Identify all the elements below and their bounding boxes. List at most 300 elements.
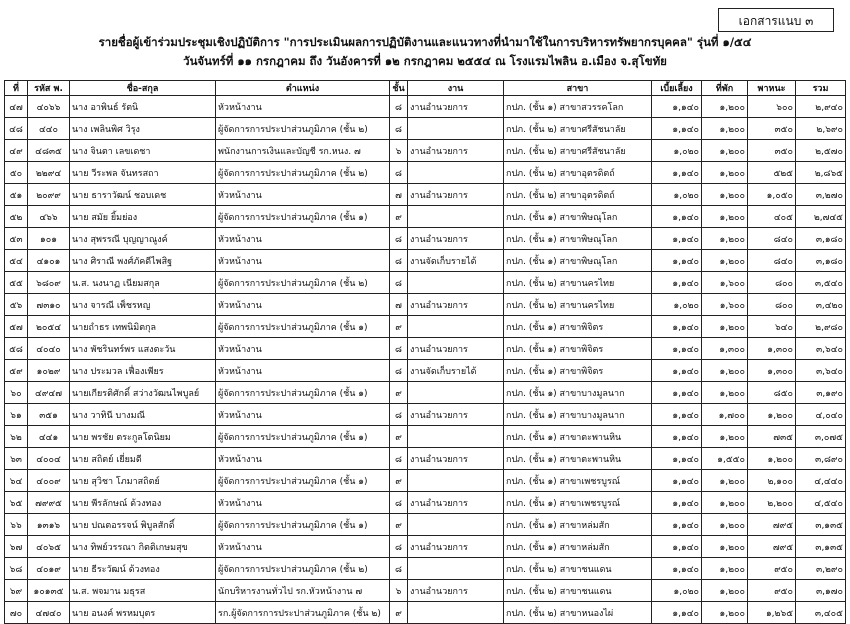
cell-total: ๓,๐๗๕	[796, 426, 846, 448]
cell-transport: ๖๔๐	[748, 316, 796, 338]
cell-name: น.ส. พจมาน มธุรส	[70, 580, 216, 602]
cell-position: หัวหน้างาน	[216, 338, 390, 360]
table-row	[5, 140, 846, 162]
cell-position: หัวหน้างาน	[216, 448, 390, 470]
cell-transport: ๗๓๕	[748, 426, 796, 448]
cell-lodging: ๑,๕๕๐	[702, 448, 748, 470]
cell-allowance: ๑,๐๒๐	[652, 140, 702, 162]
cell-no: ๕๗	[5, 316, 28, 338]
cell-transport: ๘๔๐	[748, 228, 796, 250]
cell-lodging: ๑,๓๐๐	[702, 338, 748, 360]
cell-position: รก.ผู้จัดการการประปาส่วนภูมิภาค (ชั้น ๒)	[216, 602, 390, 624]
cell-level: ๘	[390, 96, 408, 118]
col-header-lodging: ที่พัก	[702, 81, 748, 96]
cell-branch: กปภ. (ชั้น ๒) สาขานครไทย	[504, 272, 652, 294]
cell-branch: กปภ. (ชั้น ๒) สาขาชนแดน	[504, 558, 652, 580]
cell-branch: กปภ. (ชั้น ๑) สาขาพิจิตร	[504, 338, 652, 360]
cell-no: ๖๒	[5, 426, 28, 448]
cell-no: ๖๓	[5, 448, 28, 470]
cell-lodging: ๑,๒๐๐	[702, 558, 748, 580]
cell-transport: ๑,๐๕๐	[748, 184, 796, 206]
cell-branch: กปภ. (ชั้น ๒) สาขานครไทย	[504, 294, 652, 316]
cell-lodging: ๑,๒๐๐	[702, 492, 748, 514]
cell-name: นาง พัชรินทร์พร แสงตะวัน	[70, 338, 216, 360]
cell-branch: กปภ. (ชั้น ๑) สาขาพิษณุโลก	[504, 228, 652, 250]
table-row	[5, 580, 846, 602]
table-row	[5, 492, 846, 514]
cell-transport: ๗๙๕	[748, 514, 796, 536]
cell-allowance: ๑,๑๔๐	[652, 448, 702, 470]
table-row	[5, 514, 846, 536]
cell-level: ๘	[390, 272, 408, 294]
cell-name: นาย วีระพล จันทรสถา	[70, 162, 216, 184]
cell-allowance: ๑,๑๔๐	[652, 536, 702, 558]
cell-position: ผู้จัดการการประปาส่วนภูมิภาค (ชั้น ๒)	[216, 162, 390, 184]
cell-code: ๔๗๔๐	[28, 602, 70, 624]
cell-level: ๘	[390, 338, 408, 360]
cell-transport: ๙๕๐	[748, 558, 796, 580]
cell-level: ๘	[390, 118, 408, 140]
cell-position: พนักงานการเงินและบัญชี รก.หนง. ๗	[216, 140, 390, 162]
cell-name: นาย สุวิชา โภมาสถิตย์	[70, 470, 216, 492]
table-row	[5, 162, 846, 184]
table-row	[5, 206, 846, 228]
cell-section: งานอำนวยการ	[408, 338, 504, 360]
cell-position: หัวหน้างาน	[216, 294, 390, 316]
cell-lodging: ๑,๒๐๐	[702, 228, 748, 250]
col-header-allowance: เบี้ยเลี้ยง	[652, 81, 702, 96]
cell-section	[408, 272, 504, 294]
cell-total: ๓,๒๙๐	[796, 558, 846, 580]
cell-code: ๗๓๑๐	[28, 294, 70, 316]
cell-level: ๙	[390, 316, 408, 338]
cell-branch: กปภ. (ชั้น ๒) สาขาอุตรดิตถ์	[504, 184, 652, 206]
cell-position: ผู้จัดการการประปาส่วนภูมิภาค (ชั้น ๒)	[216, 118, 390, 140]
cell-position: ผู้จัดการการประปาส่วนภูมิภาค (ชั้น ๑)	[216, 470, 390, 492]
cell-position: หัวหน้างาน	[216, 492, 390, 514]
cell-level: ๙	[390, 514, 408, 536]
cell-no: ๕๙	[5, 360, 28, 382]
cell-allowance: ๑,๑๔๐	[652, 228, 702, 250]
cell-no: ๕๖	[5, 294, 28, 316]
cell-no: ๗๐	[5, 602, 28, 624]
cell-position: ผู้จัดการการประปาส่วนภูมิภาค (ชั้น ๑)	[216, 426, 390, 448]
cell-code: ๒๐๙๙	[28, 184, 70, 206]
cell-position: นักบริหารงานทั่วไป รก.หัวหน้างาน ๗	[216, 580, 390, 602]
cell-level: ๘	[390, 228, 408, 250]
cell-code: ๑๐๑๓๕	[28, 580, 70, 602]
cell-lodging: ๑,๒๐๐	[702, 382, 748, 404]
cell-section	[408, 206, 504, 228]
cell-allowance: ๑,๑๔๐	[652, 96, 702, 118]
cell-total: ๓,๑๙๐	[796, 382, 846, 404]
document-subtitle: วันจันทร์ที่ ๑๑ กรกฎาคม ถึง วันอังคารที่ ๑๒ กรกฎาคม ๒๕๕๔ ณ โรงแรมไพลิน อ.เมือง จ.สุโขทัย	[183, 54, 667, 68]
cell-code: ๑๐๑	[28, 228, 70, 250]
cell-code: ๑๐๒๙	[28, 360, 70, 382]
cell-section: งานจัดเก็บรายได้	[408, 250, 504, 272]
cell-code: ๔๑๐๑	[28, 250, 70, 272]
cell-section	[408, 316, 504, 338]
cell-section	[408, 162, 504, 184]
cell-total: ๓,๕๔๐	[796, 272, 846, 294]
cell-allowance: ๑,๐๒๐	[652, 580, 702, 602]
cell-section: งานอำนวยการ	[408, 96, 504, 118]
cell-code: ๔๐๔๐	[28, 338, 70, 360]
cell-no: ๖๑	[5, 404, 28, 426]
cell-no: ๕๒	[5, 206, 28, 228]
cell-branch: กปภ. (ชั้น ๒) สาขาศรีสัชนาลัย	[504, 118, 652, 140]
cell-level: ๗	[390, 294, 408, 316]
cell-position: ผู้จัดการการประปาส่วนภูมิภาค (ชั้น ๑)	[216, 514, 390, 536]
cell-no: ๔๗	[5, 96, 28, 118]
cell-total: ๓,๑๘๐	[796, 250, 846, 272]
table-header-row	[5, 81, 846, 96]
cell-level: ๘	[390, 492, 408, 514]
col-header-level: ชั้น	[390, 81, 408, 96]
cell-lodging: ๑,๖๐๐	[702, 272, 748, 294]
cell-code: ๔๐๐๔	[28, 448, 70, 470]
document-title: รายชื่อผู้เข้าร่วมประชุมเชิงปฏิบัติการ "การประเมินผลการปฏิบัติงานและแนวทางที่นำมาใช้ในการบริหารทรัพยากรบุคคล" รุ่นที่ ๑/๕๔	[98, 35, 752, 49]
cell-transport: ๗๙๕	[748, 536, 796, 558]
cell-section: งานอำนวยการ	[408, 294, 504, 316]
col-header-position: ตำแหน่ง	[216, 81, 390, 96]
cell-total: ๓,๖๔๐	[796, 338, 846, 360]
cell-lodging: ๑,๒๐๐	[702, 514, 748, 536]
cell-no: ๖๗	[5, 536, 28, 558]
cell-position: หัวหน้างาน	[216, 96, 390, 118]
cell-lodging: ๑,๒๐๐	[702, 536, 748, 558]
cell-code: ๔๘๓๕	[28, 140, 70, 162]
cell-allowance: ๑,๑๔๐	[652, 470, 702, 492]
cell-name: นาย ธีระวัฒน์ ด้วงทอง	[70, 558, 216, 580]
cell-transport: ๓๕๐	[748, 140, 796, 162]
cell-lodging: ๑,๒๐๐	[702, 206, 748, 228]
cell-code: ๔๖๖	[28, 206, 70, 228]
cell-name: นาง สุพรรณี บุญญาณูงค์	[70, 228, 216, 250]
table-row	[5, 338, 846, 360]
cell-level: ๙	[390, 602, 408, 624]
cell-section: งานอำนวยการ	[408, 228, 504, 250]
cell-name: นาง อาพินธ์ รัตนิ	[70, 96, 216, 118]
cell-level: ๙	[390, 206, 408, 228]
cell-no: ๕๔	[5, 250, 28, 272]
cell-lodging: ๑,๒๐๐	[702, 250, 748, 272]
cell-transport: ๙๕๐	[748, 580, 796, 602]
cell-code: ๔๐๐๙	[28, 470, 70, 492]
cell-level: ๙	[390, 470, 408, 492]
cell-branch: กปภ. (ชั้น ๑) สาขาหล่มสัก	[504, 514, 652, 536]
table-row	[5, 250, 846, 272]
cell-section	[408, 602, 504, 624]
cell-no: ๔๘	[5, 118, 28, 140]
cell-transport: ๑,๓๐๐	[748, 338, 796, 360]
cell-total: ๓,๔๐๕	[796, 602, 846, 624]
cell-total: ๒,๖๙๐	[796, 118, 846, 140]
cell-allowance: ๑,๑๔๐	[652, 250, 702, 272]
cell-branch: กปภ. (ชั้น ๑) สาขาเพชรบูรณ์	[504, 470, 652, 492]
cell-lodging: ๑,๒๐๐	[702, 580, 748, 602]
cell-code: ๔๔๐	[28, 118, 70, 140]
cell-name: นายเกียรติศักดิ์ สว่างวัฒนไพบูลย์	[70, 382, 216, 404]
cell-total: ๒,๙๘๐	[796, 316, 846, 338]
cell-no: ๖๖	[5, 514, 28, 536]
cell-total: ๓,๘๙๐	[796, 448, 846, 470]
col-header-no: ที่	[5, 81, 28, 96]
col-header-name: ชื่อ-สกุล	[70, 81, 216, 96]
cell-branch: กปภ. (ชั้น ๑) สาขาหล่มสัก	[504, 536, 652, 558]
cell-position: ผู้จัดการการประปาส่วนภูมิภาค (ชั้น ๒)	[216, 558, 390, 580]
cell-position: หัวหน้างาน	[216, 404, 390, 426]
cell-allowance: ๑,๐๒๐	[652, 184, 702, 206]
cell-transport: ๒,๒๐๐	[748, 492, 796, 514]
cell-lodging: ๑,๒๐๐	[702, 96, 748, 118]
cell-no: ๕๘	[5, 338, 28, 360]
cell-total: ๔,๔๔๐	[796, 470, 846, 492]
cell-position: หัวหน้างาน	[216, 250, 390, 272]
cell-level: ๙	[390, 426, 408, 448]
cell-position: หัวหน้างาน	[216, 536, 390, 558]
table-row	[5, 360, 846, 382]
cell-total: ๒,๙๔๐	[796, 96, 846, 118]
col-header-transport: พาหนะ	[748, 81, 796, 96]
table-row	[5, 294, 846, 316]
cell-name: นาย พีรลักษณ์ ด้วงทอง	[70, 492, 216, 514]
cell-transport: ๑,๒๖๕	[748, 602, 796, 624]
cell-transport: ๑,๒๐๐	[748, 448, 796, 470]
cell-name: น.ส. นงนาฏ เนียมสกุล	[70, 272, 216, 294]
cell-allowance: ๑,๑๔๐	[652, 404, 702, 426]
cell-name: นาง จารณี เพ็ชรหญ	[70, 294, 216, 316]
table-row	[5, 470, 846, 492]
cell-code: ๒๒๙๔	[28, 162, 70, 184]
cell-section	[408, 382, 504, 404]
cell-section: งานอำนวยการ	[408, 536, 504, 558]
table-row	[5, 272, 846, 294]
cell-allowance: ๑,๑๔๐	[652, 338, 702, 360]
table-row	[5, 536, 846, 558]
cell-allowance: ๑,๑๔๐	[652, 514, 702, 536]
col-header-branch: สาขา	[504, 81, 652, 96]
cell-no: ๖๔	[5, 470, 28, 492]
cell-allowance: ๑,๑๔๐	[652, 602, 702, 624]
cell-section	[408, 514, 504, 536]
cell-lodging: ๑,๒๐๐	[702, 162, 748, 184]
cell-code: ๗๙๙๕	[28, 492, 70, 514]
cell-allowance: ๑,๑๔๐	[652, 162, 702, 184]
cell-name: นายถำธร เทพนิมิตกุล	[70, 316, 216, 338]
cell-allowance: ๑,๐๒๐	[652, 294, 702, 316]
cell-lodging: ๑,๒๐๐	[702, 316, 748, 338]
cell-total: ๓,๒๗๐	[796, 184, 846, 206]
cell-position: หัวหน้างาน	[216, 228, 390, 250]
cell-level: ๖	[390, 580, 408, 602]
cell-position: ผู้จัดการการประปาส่วนภูมิภาค (ชั้น ๑)	[216, 206, 390, 228]
cell-total: ๓,๑๘๐	[796, 228, 846, 250]
cell-branch: กปภ. (ชั้น ๑) สาขาพิจิตร	[504, 360, 652, 382]
cell-total: ๔,๕๔๐	[796, 492, 846, 514]
cell-transport: ๓๕๐	[748, 118, 796, 140]
cell-name: นาย สมัย ยิ้มย่อง	[70, 206, 216, 228]
cell-branch: กปภ. (ชั้น ๒) สาขาอุตรดิตถ์	[504, 162, 652, 184]
attachment-label: เอกสารแนบ ๓	[718, 8, 834, 32]
cell-section: งานอำนวยการ	[408, 184, 504, 206]
cell-code: ๔๐๖๖	[28, 96, 70, 118]
cell-allowance: ๑,๑๔๐	[652, 382, 702, 404]
table-row	[5, 382, 846, 404]
cell-section	[408, 558, 504, 580]
cell-level: ๘	[390, 404, 408, 426]
cell-transport: ๒,๑๐๐	[748, 470, 796, 492]
cell-position: ผู้จัดการการประปาส่วนภูมิภาค (ชั้น ๑)	[216, 382, 390, 404]
cell-position: หัวหน้างาน	[216, 184, 390, 206]
cell-name: นาง ประมวล เฟื่องเพียร	[70, 360, 216, 382]
cell-section: งานอำนวยการ	[408, 580, 504, 602]
cell-section	[408, 426, 504, 448]
cell-lodging: ๑,๗๐๐	[702, 404, 748, 426]
cell-level: ๘	[390, 558, 408, 580]
cell-code: ๔๐๑๙	[28, 558, 70, 580]
cell-total: ๒,๗๔๕	[796, 206, 846, 228]
cell-allowance: ๑,๑๔๐	[652, 492, 702, 514]
cell-branch: กปภ. (ชั้น ๑) สาขาตะพานหิน	[504, 448, 652, 470]
cell-no: ๕๐	[5, 162, 28, 184]
cell-no: ๖๘	[5, 558, 28, 580]
table-row	[5, 558, 846, 580]
cell-branch: กปภ. (ชั้น ๒) สาขาหนองไผ่	[504, 602, 652, 624]
cell-level: ๗	[390, 184, 408, 206]
cell-branch: กปภ. (ชั้น ๑) สาขาบางมูลนาก	[504, 404, 652, 426]
cell-name: นาง เพลินพิศ วิรุง	[70, 118, 216, 140]
cell-level: ๙	[390, 382, 408, 404]
cell-section	[408, 470, 504, 492]
col-header-total: รวม	[796, 81, 846, 96]
cell-level: ๘	[390, 250, 408, 272]
col-header-section: งาน	[408, 81, 504, 96]
cell-allowance: ๑,๑๔๐	[652, 426, 702, 448]
cell-no: ๔๙	[5, 140, 28, 162]
table-row	[5, 426, 846, 448]
cell-lodging: ๑,๒๐๐	[702, 602, 748, 624]
cell-code: ๔๙๔๗	[28, 382, 70, 404]
col-header-code: รหัส พ.	[28, 81, 70, 96]
cell-branch: กปภ. (ชั้น ๑) สาขาพิษณุโลก	[504, 250, 652, 272]
cell-lodging: ๑,๒๐๐	[702, 184, 748, 206]
cell-transport: ๑,๒๐๐	[748, 404, 796, 426]
cell-total: ๓,๑๓๕	[796, 536, 846, 558]
cell-transport: ๘๕๐	[748, 382, 796, 404]
cell-code: ๑๓๑๖	[28, 514, 70, 536]
cell-lodging: ๑,๖๐๐	[702, 294, 748, 316]
participants-table	[4, 80, 846, 624]
cell-code: ๔๐๖๕	[28, 536, 70, 558]
cell-code: ๖๘๐๙	[28, 272, 70, 294]
cell-transport: ๕๒๕	[748, 162, 796, 184]
cell-level: ๘	[390, 162, 408, 184]
cell-branch: กปภ. (ชั้น ๒) สาขาศรีสัชนาลัย	[504, 140, 652, 162]
cell-allowance: ๑,๑๔๐	[652, 360, 702, 382]
cell-branch: กปภ. (ชั้น ๑) สาขาพิจิตร	[504, 316, 652, 338]
cell-branch: กปภ. (ชั้น ๑) สาขาพิษณุโลก	[504, 206, 652, 228]
cell-no: ๕๑	[5, 184, 28, 206]
cell-code: ๔๔๑	[28, 426, 70, 448]
cell-branch: กปภ. (ชั้น ๑) สาขาบางมูลนาก	[504, 382, 652, 404]
cell-branch: กปภ. (ชั้น ๒) สาขาชนแดน	[504, 580, 652, 602]
cell-branch: กปภ. (ชั้น ๑) สาขาสวรรคโลก	[504, 96, 652, 118]
cell-name: นาง วาทินี บางมณี	[70, 404, 216, 426]
cell-branch: กปภ. (ชั้น ๑) สาขาเพชรบูรณ์	[504, 492, 652, 514]
cell-transport: ๔๐๕	[748, 206, 796, 228]
table-row	[5, 602, 846, 624]
table-row	[5, 118, 846, 140]
table-row	[5, 404, 846, 426]
cell-code: ๓๕๑	[28, 404, 70, 426]
cell-no: ๖๕	[5, 492, 28, 514]
cell-transport: ๘๐๐	[748, 272, 796, 294]
cell-section: งานอำนวยการ	[408, 404, 504, 426]
cell-total: ๓,๔๒๐	[796, 294, 846, 316]
cell-transport: ๘๐๐	[748, 294, 796, 316]
cell-position: หัวหน้างาน	[216, 360, 390, 382]
cell-lodging: ๑,๒๐๐	[702, 118, 748, 140]
cell-section: งานอำนวยการ	[408, 492, 504, 514]
cell-position: ผู้จัดการการประปาส่วนภูมิภาค (ชั้น ๑)	[216, 316, 390, 338]
cell-name: นาย พรชัย ตระกูลโตนิยม	[70, 426, 216, 448]
cell-lodging: ๑,๒๐๐	[702, 140, 748, 162]
cell-name: นาง ศิราณี พงศ์ภัคดีไพสิฐ	[70, 250, 216, 272]
cell-section: งานอำนวยการ	[408, 448, 504, 470]
table-row	[5, 96, 846, 118]
table-row	[5, 316, 846, 338]
cell-name: นาย ธาราวัฒน์ ชอบเดช	[70, 184, 216, 206]
cell-transport: ๖๐๐	[748, 96, 796, 118]
cell-total: ๒,๘๖๕	[796, 162, 846, 184]
cell-no: ๕๓	[5, 228, 28, 250]
cell-allowance: ๑,๑๔๐	[652, 206, 702, 228]
cell-section: งานอำนวยการ	[408, 140, 504, 162]
cell-name: นาง จินตา เลขเดชา	[70, 140, 216, 162]
cell-position: ผู้จัดการการประปาส่วนภูมิภาค (ชั้น ๒)	[216, 272, 390, 294]
table-row	[5, 184, 846, 206]
cell-name: นาย สถิตย์ เยี่ยมดี	[70, 448, 216, 470]
cell-lodging: ๑,๒๐๐	[702, 360, 748, 382]
cell-lodging: ๑,๒๐๐	[702, 426, 748, 448]
cell-no: ๖๙	[5, 580, 28, 602]
cell-allowance: ๑,๑๔๐	[652, 118, 702, 140]
cell-level: ๘	[390, 360, 408, 382]
cell-level: ๖	[390, 140, 408, 162]
cell-branch: กปภ. (ชั้น ๑) สาขาตะพานหิน	[504, 426, 652, 448]
cell-section: งานจัดเก็บรายได้	[408, 360, 504, 382]
cell-total: ๓,๑๗๐	[796, 580, 846, 602]
cell-section	[408, 118, 504, 140]
cell-total: ๔,๐๔๐	[796, 404, 846, 426]
cell-name: นาง ทิพย์วรรณา กิตติเกษมสุข	[70, 536, 216, 558]
cell-no: ๖๐	[5, 382, 28, 404]
cell-level: ๘	[390, 536, 408, 558]
table-row	[5, 448, 846, 470]
cell-level: ๘	[390, 448, 408, 470]
cell-allowance: ๑,๑๔๐	[652, 272, 702, 294]
cell-lodging: ๑,๒๐๐	[702, 470, 748, 492]
cell-total: ๓,๑๓๕	[796, 514, 846, 536]
cell-total: ๓,๖๔๐	[796, 360, 846, 382]
cell-allowance: ๑,๑๔๐	[652, 558, 702, 580]
cell-allowance: ๑,๑๔๐	[652, 316, 702, 338]
cell-total: ๒,๕๗๐	[796, 140, 846, 162]
table-row	[5, 228, 846, 250]
cell-name: นาย อนงค์ พรหมบุตร	[70, 602, 216, 624]
cell-name: นาย ปณตอรรจน์ พิบูลสักดิ์	[70, 514, 216, 536]
